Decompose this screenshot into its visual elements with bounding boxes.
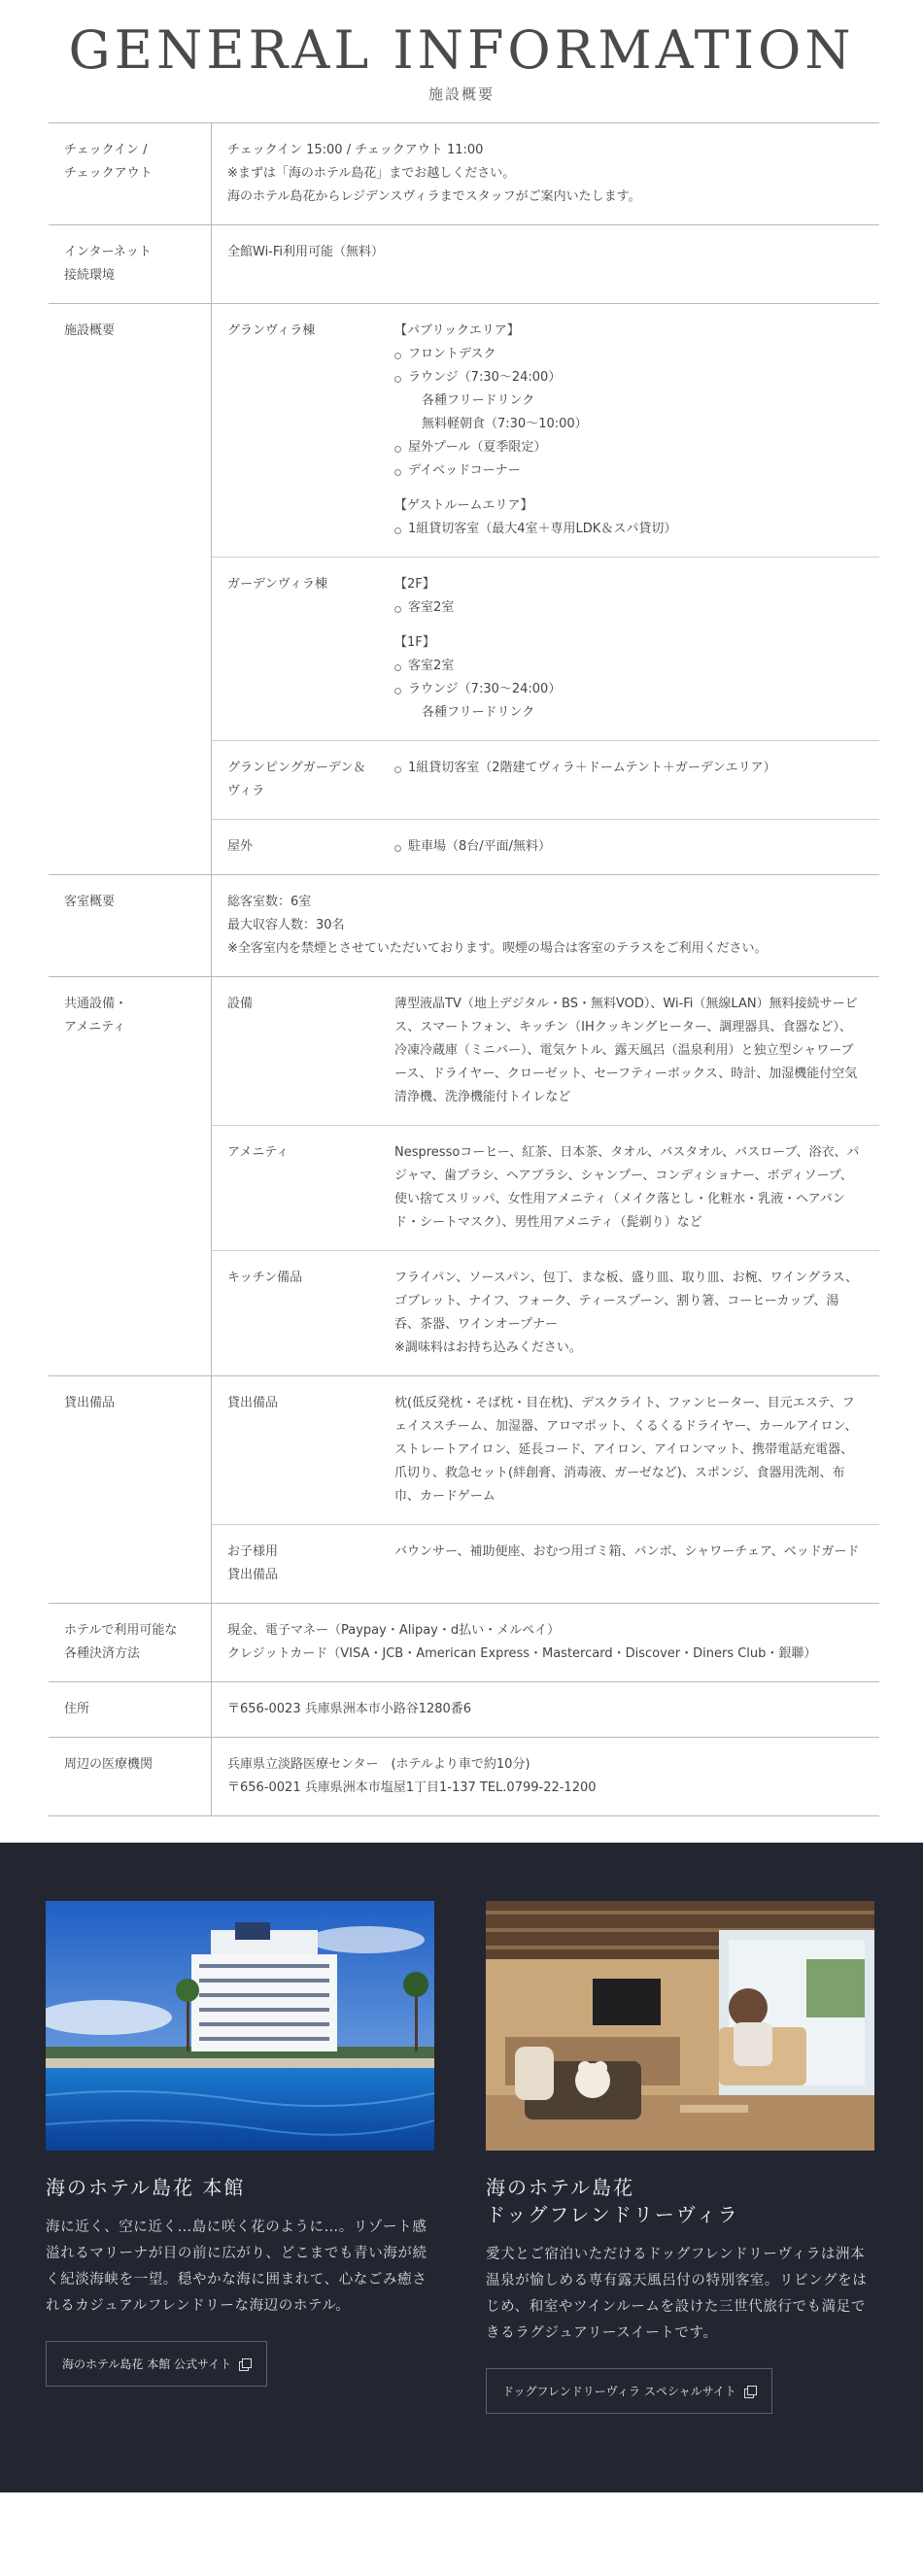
- sub-label: グランヴィラ棟: [227, 323, 316, 338]
- guest-area-title: 【ゲストルームエリア】: [394, 498, 533, 513]
- row-rooms: [49, 875, 879, 977]
- hotel-pool-image: [46, 1901, 434, 2151]
- row-amenity: [49, 977, 879, 1376]
- general-info-table: [49, 122, 879, 1816]
- sub-row-garden-villa: [212, 558, 879, 741]
- medical-text: 兵庫県立淡路医療センター (ホテルより車で約10分) 〒656-0021 兵庫県洲本市塩屋1丁目1-137 TEL.0799-22-1200: [227, 1757, 597, 1795]
- row-label: 共通設備・ アメニティ: [49, 977, 212, 1375]
- sub-label: ガーデンヴィラ棟: [227, 577, 327, 592]
- row-facility: [49, 304, 879, 875]
- hotel-main-photo: [46, 1901, 434, 2151]
- row-label: 住所: [49, 1682, 212, 1737]
- sub-label: グランピングガーデン＆ ヴィラ: [227, 761, 366, 798]
- page-header: [0, 0, 923, 122]
- sub-row-rental-items: [212, 1376, 879, 1525]
- list-item: 駐車場（8台/平面/無料）: [394, 835, 860, 859]
- row-address: [49, 1682, 879, 1738]
- external-link-icon: [744, 2386, 756, 2397]
- sub-row-kids-items: [212, 1525, 879, 1603]
- floor-title: 【2F】: [394, 577, 435, 592]
- kids-text: バウンサー、補助便座、おむつ用ゴミ箱、バンボ、シャワーチェア、ベッドガード: [394, 1544, 860, 1559]
- list-item: フロントデスク: [394, 343, 860, 366]
- hotel-main-description: 海に近く、空に近く…島に咲く花のように…。リゾート感溢れるマリーナが目の前に広がり、どこまでも青い海が続く紀淡海峡を一望。穏やかな海に囲まれて、心なごみ癒されるカジュアルフレンドリーな海辺のホテル。: [46, 2220, 427, 2314]
- list-item: 客室2室: [394, 655, 860, 678]
- external-link-icon: [239, 2358, 251, 2370]
- list-sub-item: 各種フリードリンク: [422, 705, 535, 720]
- sub-row-outdoor: [212, 820, 879, 874]
- sub-label: 設備: [227, 997, 254, 1011]
- list-sub-item: 各種フリードリンク: [422, 393, 535, 408]
- related-hotels-section: [0, 1843, 923, 2492]
- equipment-text: 薄型液晶TV（地上デジタル・BS・無料VOD）、Wi-Fi（無線LAN）無料接続サービス、スマートフォン、キッチン（IHクッキングヒーター、調理器具、食器など）、冷凍冷蔵庫（ミニバー）、電気ケトル、露天風呂（温泉利用）と独立型シャワーブース、ドライヤー、クローゼット、セーフティーボックス、時計、加湿機能付空気清浄機、洗浄機能付トイレなど: [394, 997, 858, 1104]
- dog-villa-site-button[interactable]: [486, 2368, 772, 2414]
- dog-villa-title: 海のホテル島花 ドッグフレンドリーヴィラ: [486, 2176, 739, 2226]
- page-subtitle: 施設概要: [427, 85, 495, 103]
- amenities-text: Nespressoコーヒー、紅茶、日本茶、タオル、バスタオル、バスローブ、浴衣、パジャマ、歯ブラシ、ヘアブラシ、シャンプー、コンディショナー、ボディソープ、使い捨てスリッパ、女性用アメニティ（メイク落とし・化粧水・乳液・ヘアバンド・シートマスク）、男性用アメニティ（髭剃り）など: [394, 1145, 860, 1230]
- list-item: 客室2室: [394, 596, 860, 620]
- sub-label: アメニティ: [227, 1145, 290, 1160]
- row-label: 客室概要: [49, 875, 212, 976]
- list-item: 1組貸切客室（最大4室＋専用LDK＆スパ貸切）: [394, 518, 860, 541]
- dog-villa-description: 愛犬とご宿泊いただけるドッグフレンドリーヴィラは洲本温泉が愉しめる専有露天風呂付の特別客室。リビングをはじめ、和室やツインルームを設けた三世代旅行でも満足できるラグジュアリースイートです。: [486, 2247, 868, 2341]
- row-rental: [49, 1376, 879, 1604]
- list-item: ラウンジ（7:30〜24:00）: [394, 678, 860, 701]
- villa-interior-image: [486, 1901, 874, 2151]
- list-item: 1組貸切客室（2階建てヴィラ＋ドームテント＋ガーデンエリア）: [394, 757, 860, 780]
- list-item: 屋外プール（夏季限定）: [394, 436, 860, 459]
- row-medical: [49, 1738, 879, 1816]
- rooms-text: 総客室数：6室 最大収容人数：30名 ※全客室内を禁煙とさせていただいております。喫煙の場合は客室のテラスをご利用ください。: [227, 895, 768, 956]
- public-area-title: 【パブリックエリア】: [394, 323, 520, 338]
- hotel-card-main: [46, 1901, 434, 2492]
- button-label: 海のホテル島花 本館 公式サイト: [62, 2357, 232, 2371]
- address-text: 〒656-0023 兵庫県洲本市小路谷1280番6: [227, 1702, 472, 1716]
- dog-villa-photo: [486, 1901, 874, 2151]
- page-title: GENERAL INFORMATION: [68, 19, 855, 81]
- row-label: 周辺の医療機関: [49, 1738, 212, 1815]
- checkin-text: チェックイン 15:00 / チェックアウト 11:00 ※まずは「海のホテル島花」までお越しください。 海のホテル島花からレジデンスヴィラまでスタッフがご案内いたします。: [227, 143, 641, 204]
- payment-text: 現金、電子マネー（Paypay・Alipay・d払い・メルペイ） クレジットカード（VISA・JCB・American Express・Mastercard・Discover・Diners Club・銀聯）: [227, 1623, 817, 1661]
- hotel-card-dog-villa: [486, 1901, 874, 2492]
- row-checkin: [49, 123, 879, 225]
- sub-label: 屋外: [227, 839, 254, 854]
- row-label: インターネット 接続環境: [49, 225, 212, 303]
- button-label: ドッグフレンドリーヴィラ スペシャルサイト: [502, 2385, 736, 2398]
- hotel-main-site-button[interactable]: [46, 2341, 267, 2387]
- rental-text: 枕(低反発枕・そば枕・目在枕)、デスクライト、ファンヒーター、目元エステ、フェイススチーム、加湿器、アロマポット、くるくるドライヤー、カールアイロン、ストレートアイロン、延長コード、アイロン、アイロンマット、携帯電話充電器、爪切り、救急セット(絆創膏、消毒液、ガーゼなど)、スポンジ、食器用洗剤、布巾、カードゲーム: [394, 1396, 858, 1504]
- list-sub-item: 無料軽朝食（7:30〜10:00）: [422, 417, 588, 431]
- sub-row-amenities: [212, 1126, 879, 1251]
- sub-row-kitchen: [212, 1251, 879, 1375]
- kitchen-text: フライパン、ソースパン、包丁、まな板、盛り皿、取り皿、お椀、ワイングラス、ゴブレット、ナイフ、フォーク、ティースプーン、割り箸、コーヒーカップ、湯呑、茶器、ワインオープナー ※調味料はお持ち込みください。: [394, 1271, 858, 1355]
- sub-row-grand-villa: [212, 304, 879, 558]
- row-label: ホテルで利用可能な 各種決済方法: [49, 1604, 212, 1681]
- internet-text: 全館Wi-Fi利用可能（無料）: [227, 245, 385, 259]
- row-label: 貸出備品: [49, 1376, 212, 1603]
- sub-row-glamping: [212, 741, 879, 820]
- hotel-main-title: 海のホテル島花 本館: [46, 2176, 246, 2199]
- sub-row-equipment: [212, 977, 879, 1126]
- list-item: ラウンジ（7:30〜24:00）: [394, 366, 860, 390]
- row-payment: [49, 1604, 879, 1682]
- sub-label: キッチン備品: [227, 1271, 303, 1285]
- floor-title: 【1F】: [394, 635, 435, 650]
- sub-label: お子様用 貸出備品: [227, 1544, 279, 1582]
- sub-label: 貸出備品: [227, 1396, 279, 1410]
- row-label: 施設概要: [49, 304, 212, 874]
- row-label: チェックイン / チェックアウト: [49, 123, 212, 224]
- list-item: デイベッドコーナー: [394, 459, 860, 483]
- row-internet: [49, 225, 879, 304]
